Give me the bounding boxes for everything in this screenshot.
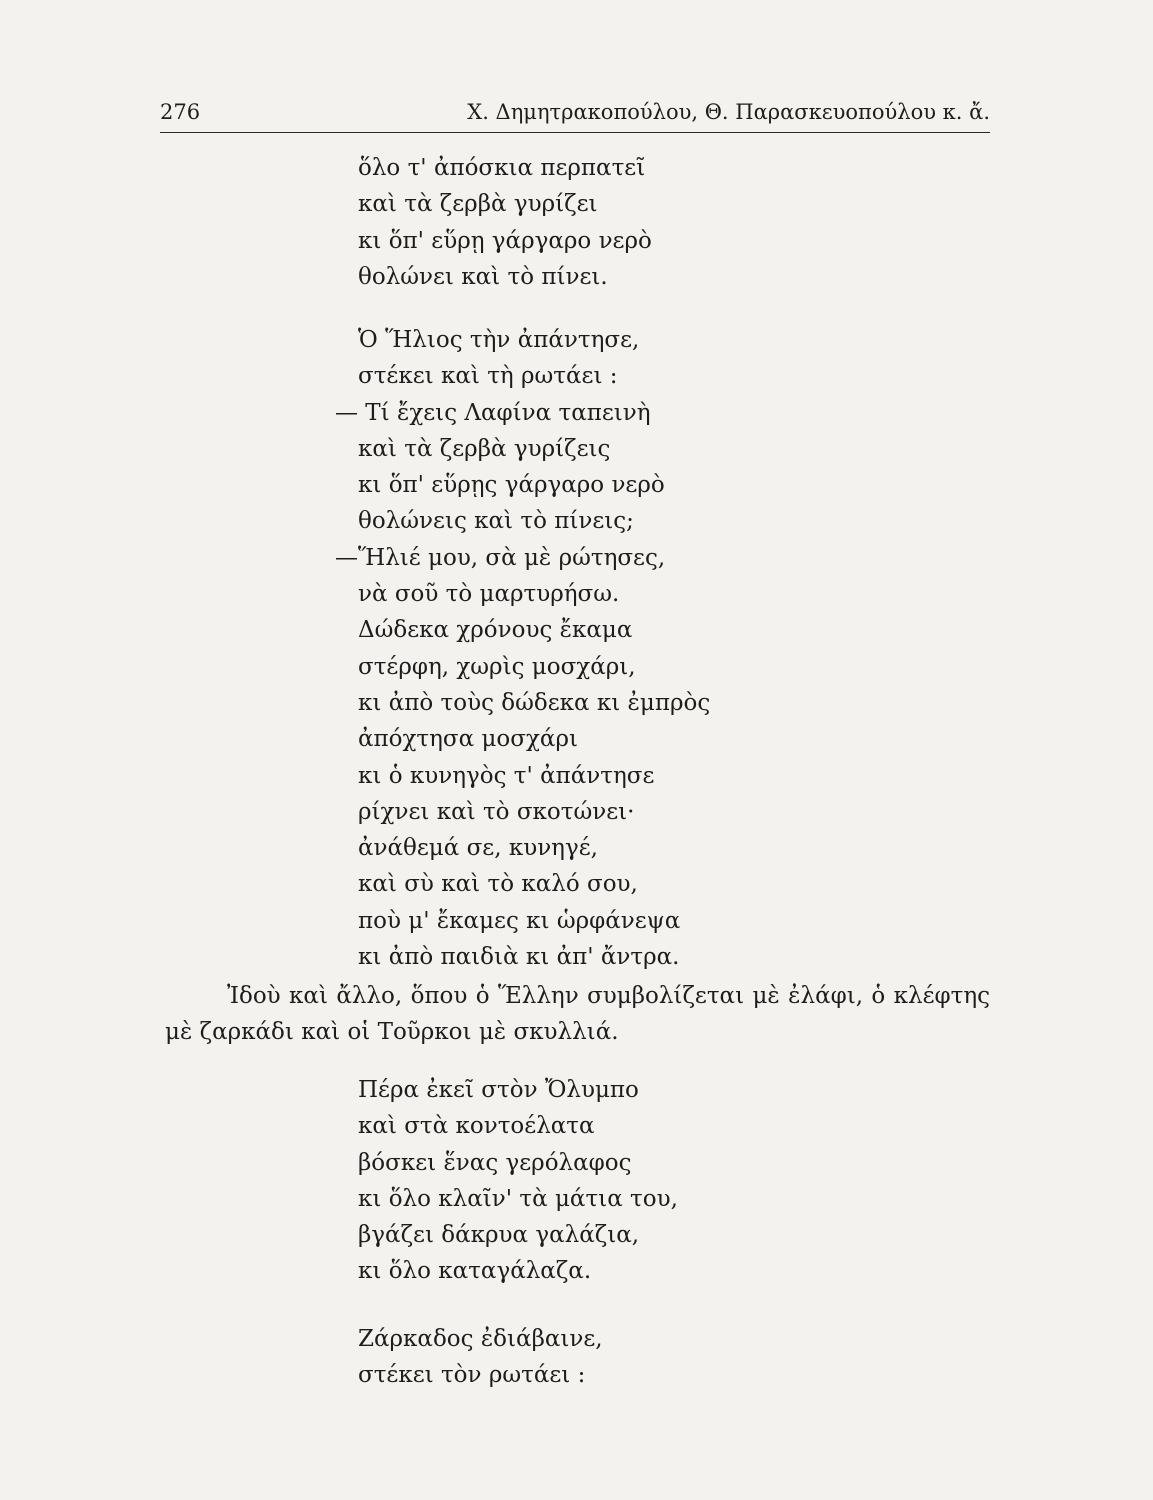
verse-line: καὶ στὰ κοντοέλατα	[358, 1113, 595, 1140]
verse-line: κι ὅπ' εὕρῃ γάργαρο νερὸ	[358, 227, 652, 254]
verse-line: Πέρα ἐκεῖ στὸν Ὄλυμπο	[358, 1077, 639, 1103]
verse-line: καὶ τὰ ζερβὰ γυρίζει	[358, 191, 598, 218]
poem-stanza-4	[358, 1321, 603, 1394]
verse-line: ποὺ μ' ἔκαμες κι ὡρφάνεψα	[358, 907, 681, 934]
verse-line: Δώδεκα χρόνους ἔκαμα	[358, 617, 633, 644]
verse-line: νὰ σοῦ τὸ μαρτυρήσω.	[358, 581, 620, 608]
poem-stanza-1	[358, 150, 652, 295]
verse-line: Ὁ Ἥλιος τὴν ἀπάντησε,	[358, 327, 640, 353]
verse-line: ὅλο τ' ἀπόσκια περπατεῖ	[358, 155, 646, 181]
verse-line: κι ὅπ' εὕρῃς γάργαρο νερὸ	[358, 472, 665, 499]
page-header	[160, 98, 990, 133]
running-head: Χ. Δημητρακοπούλου, Θ. Παρασκευοπούλου κ. ἄ.	[467, 100, 990, 124]
verse-line-dialogue: —Ἥλιέ μου, σὰ μὲ ρώτησες,	[335, 544, 666, 571]
verse-line: βγάζει δάκρυα γαλάζια,	[358, 1222, 640, 1249]
prose-paragraph: Ἰδοὺ καὶ ἄλλο, ὅπου ὁ Ἕλλην συμβολίζεται μὲ ἐλάφι, ὁ κλέφτης μὲ ζαρκάδι καὶ οἱ Τοῦρκοι μὲ σκυλλιά.	[165, 983, 990, 1045]
verse-line: ρίχνει καὶ τὸ σκοτώνει·	[358, 798, 635, 825]
poem-stanza-2	[335, 322, 711, 975]
verse-line: Ζάρκαδος ἐδιάβαινε,	[358, 1326, 603, 1352]
verse-line: κι ἀπὸ παιδιὰ κι ἀπ' ἄντρα.	[358, 944, 680, 971]
verse-line: βόσκει ἕνας γερόλαφος	[358, 1149, 632, 1176]
verse-line: κι ὁ κυνηγὸς τ' ἀπάντησε	[358, 762, 655, 789]
verse-line: ἀπόχτησα μοσχάρι	[358, 726, 578, 753]
verse-line: κι ἀπὸ τοὺς δώδεκα κι ἐμπρὸς	[358, 689, 711, 716]
verse-line: κι ὅλο κλαῖν' τὰ μάτια του,	[358, 1185, 678, 1212]
verse-line: θολώνεις καὶ τὸ πίνεις;	[358, 508, 634, 535]
verse-line: καὶ σὺ καὶ τὸ καλό σου,	[358, 871, 638, 898]
poem-stanza-3	[358, 1072, 678, 1290]
verse-line: κι ὅλο καταγάλαζα.	[358, 1258, 592, 1285]
verse-line: καὶ τὰ ζερβὰ γυρίζεις	[358, 435, 611, 462]
verse-line: στέκει καὶ τὴ ρωτάει :	[358, 363, 618, 390]
verse-line: στέρφη, χωρὶς μοσχάρι,	[358, 653, 636, 680]
verse-line-dialogue: — Τί ἔχεις Λαφίνα ταπεινὴ	[335, 399, 651, 426]
verse-line: στέκει τὸν ρωτάει :	[358, 1362, 586, 1389]
verse-line: θολώνει καὶ τὸ πίνει.	[358, 263, 608, 290]
verse-line: ἀνάθεμά σε, κυνηγέ,	[358, 835, 598, 862]
page-number: 276	[160, 100, 201, 124]
